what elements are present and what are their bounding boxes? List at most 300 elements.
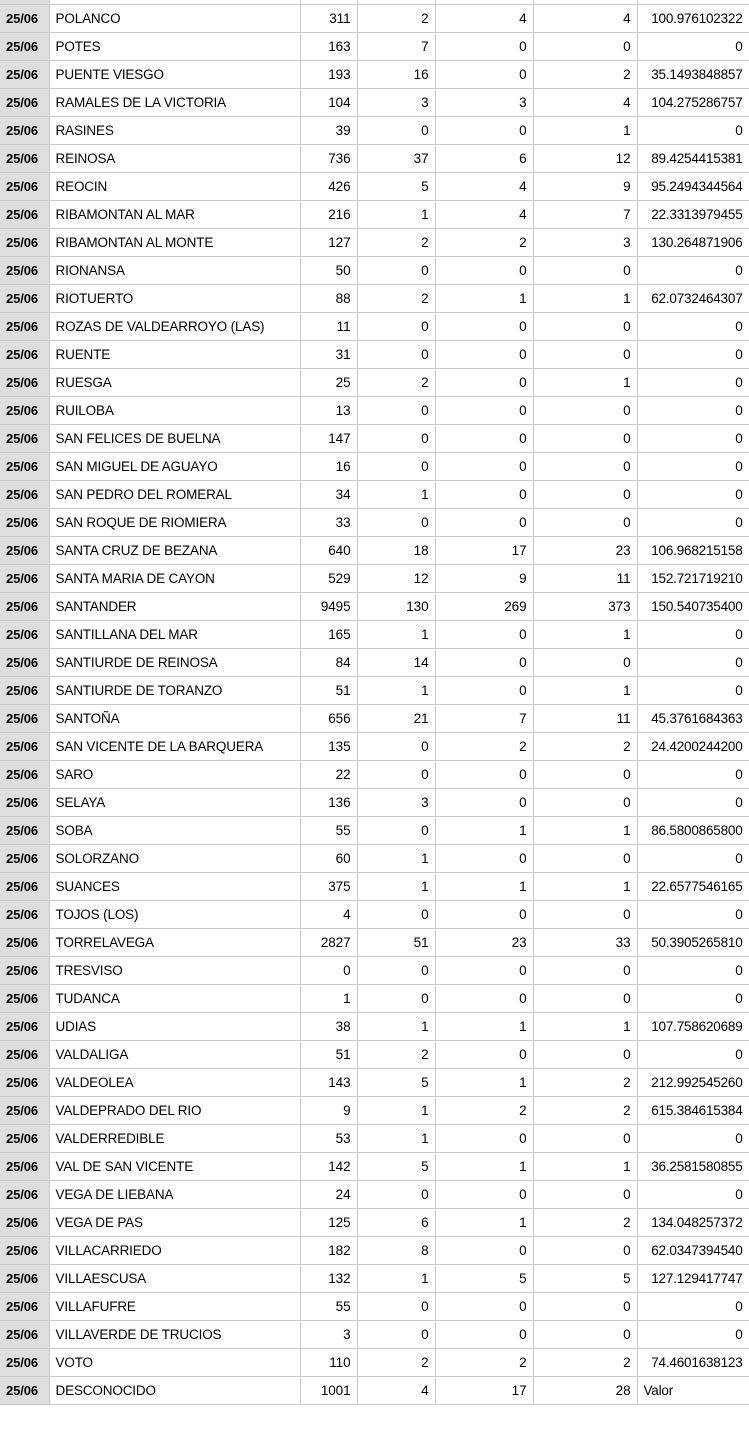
- cell-municipality-name[interactable]: TOJOS (LOS): [49, 901, 300, 929]
- cell-v5[interactable]: 127.129417747: [637, 1265, 749, 1293]
- table-row[interactable]: [0, 705, 749, 733]
- cell-date[interactable]: 25/06: [0, 1153, 49, 1181]
- cell-v2[interactable]: 2: [357, 229, 435, 257]
- cell-v5[interactable]: 0: [637, 789, 749, 817]
- cell-date[interactable]: 25/06: [0, 33, 49, 61]
- cell-v2[interactable]: 0: [357, 817, 435, 845]
- table-row[interactable]: [0, 5, 749, 33]
- cell-v4[interactable]: 4: [533, 5, 637, 33]
- cell-v1[interactable]: 426: [300, 173, 357, 201]
- cell-v1[interactable]: 375: [300, 873, 357, 901]
- table-row[interactable]: [0, 1069, 749, 1097]
- cell-v3[interactable]: 0: [435, 425, 533, 453]
- cell-date[interactable]: 25/06: [0, 257, 49, 285]
- cell-v5[interactable]: 0: [637, 369, 749, 397]
- table-row[interactable]: [0, 1237, 749, 1265]
- cell-v5[interactable]: 0: [637, 397, 749, 425]
- cell-municipality-name[interactable]: RIONANSA: [49, 257, 300, 285]
- cell-v5[interactable]: 0: [637, 649, 749, 677]
- cell-v5[interactable]: 0: [637, 453, 749, 481]
- cell-v4[interactable]: 0: [533, 481, 637, 509]
- cell-date[interactable]: 25/06: [0, 1237, 49, 1265]
- cell-v5[interactable]: 0: [637, 1041, 749, 1069]
- table-row[interactable]: [0, 593, 749, 621]
- table-row[interactable]: [0, 1265, 749, 1293]
- cell-v3[interactable]: 4: [435, 173, 533, 201]
- cell-date[interactable]: 25/06: [0, 1013, 49, 1041]
- cell-v3[interactable]: 0: [435, 1293, 533, 1321]
- cell-v1[interactable]: 9495: [300, 593, 357, 621]
- cell-v5[interactable]: 100.976102322: [637, 5, 749, 33]
- cell-v5[interactable]: 0: [637, 901, 749, 929]
- cell-municipality-name[interactable]: SAN MIGUEL DE AGUAYO: [49, 453, 300, 481]
- cell-v1[interactable]: 1001: [300, 1377, 357, 1405]
- cell-v3[interactable]: 4: [435, 201, 533, 229]
- cell-date[interactable]: 25/06: [0, 677, 49, 705]
- cell-v2[interactable]: 0: [357, 957, 435, 985]
- cell-v1[interactable]: 216: [300, 201, 357, 229]
- table-row[interactable]: [0, 733, 749, 761]
- cell-v1[interactable]: 9: [300, 1097, 357, 1125]
- cell-v5[interactable]: 95.2494344564: [637, 173, 749, 201]
- cell-v3[interactable]: 1: [435, 1013, 533, 1041]
- table-row[interactable]: [0, 173, 749, 201]
- cell-v2[interactable]: 0: [357, 453, 435, 481]
- cell-v1[interactable]: 0: [300, 957, 357, 985]
- cell-municipality-name[interactable]: RAMALES DE LA VICTORIA: [49, 89, 300, 117]
- cell-date[interactable]: 25/06: [0, 117, 49, 145]
- cell-v3[interactable]: 2: [435, 1349, 533, 1377]
- cell-v2[interactable]: 0: [357, 985, 435, 1013]
- cell-v5[interactable]: 0: [637, 1125, 749, 1153]
- cell-v4[interactable]: 0: [533, 509, 637, 537]
- cell-v2[interactable]: 130: [357, 593, 435, 621]
- table-row[interactable]: [0, 397, 749, 425]
- cell-municipality-name[interactable]: TRESVISO: [49, 957, 300, 985]
- cell-v2[interactable]: 5: [357, 173, 435, 201]
- cell-date[interactable]: 25/06: [0, 593, 49, 621]
- cell-municipality-name[interactable]: RIBAMONTAN AL MAR: [49, 201, 300, 229]
- cell-date[interactable]: 25/06: [0, 453, 49, 481]
- table-row[interactable]: [0, 229, 749, 257]
- cell-v3[interactable]: 0: [435, 957, 533, 985]
- table-row[interactable]: [0, 1377, 749, 1405]
- cell-v1[interactable]: 2827: [300, 929, 357, 957]
- cell-v3[interactable]: 0: [435, 677, 533, 705]
- cell-v1[interactable]: 4: [300, 901, 357, 929]
- cell-v3[interactable]: 2: [435, 229, 533, 257]
- cell-municipality-name[interactable]: SELAYA: [49, 789, 300, 817]
- cell-v3[interactable]: 1: [435, 1153, 533, 1181]
- cell-v2[interactable]: 5: [357, 1069, 435, 1097]
- cell-v5[interactable]: 62.0732464307: [637, 285, 749, 313]
- table-row[interactable]: [0, 369, 749, 397]
- cell-v5[interactable]: 74.4601638123: [637, 1349, 749, 1377]
- cell-v2[interactable]: 1: [357, 1097, 435, 1125]
- cell-v3[interactable]: 0: [435, 341, 533, 369]
- cell-municipality-name[interactable]: VALDERREDIBLE: [49, 1125, 300, 1153]
- cell-v4[interactable]: 0: [533, 985, 637, 1013]
- cell-v2[interactable]: 0: [357, 257, 435, 285]
- cell-date[interactable]: 25/06: [0, 1293, 49, 1321]
- cell-v4[interactable]: 2: [533, 1097, 637, 1125]
- table-row[interactable]: [0, 789, 749, 817]
- cell-municipality-name[interactable]: VEGA DE PAS: [49, 1209, 300, 1237]
- cell-v1[interactable]: 736: [300, 145, 357, 173]
- cell-date[interactable]: 25/06: [0, 537, 49, 565]
- cell-v4[interactable]: 1: [533, 117, 637, 145]
- cell-v4[interactable]: 0: [533, 257, 637, 285]
- cell-v1[interactable]: 31: [300, 341, 357, 369]
- cell-v4[interactable]: 0: [533, 761, 637, 789]
- cell-v1[interactable]: 640: [300, 537, 357, 565]
- cell-v3[interactable]: 1: [435, 1209, 533, 1237]
- table-row[interactable]: [0, 1349, 749, 1377]
- cell-date[interactable]: 25/06: [0, 145, 49, 173]
- cell-v4[interactable]: 0: [533, 313, 637, 341]
- cell-municipality-name[interactable]: RUILOBA: [49, 397, 300, 425]
- cell-v3[interactable]: 2: [435, 733, 533, 761]
- cell-v2[interactable]: 4: [357, 1377, 435, 1405]
- cell-v2[interactable]: 0: [357, 509, 435, 537]
- cell-date[interactable]: 25/06: [0, 985, 49, 1013]
- cell-v3[interactable]: 269: [435, 593, 533, 621]
- table-row[interactable]: [0, 117, 749, 145]
- cell-v5[interactable]: 22.6577546165: [637, 873, 749, 901]
- table-row[interactable]: [0, 1153, 749, 1181]
- table-row[interactable]: [0, 61, 749, 89]
- cell-municipality-name[interactable]: VILLACARRIEDO: [49, 1237, 300, 1265]
- table-row[interactable]: [0, 509, 749, 537]
- cell-v4[interactable]: 28: [533, 1377, 637, 1405]
- cell-date[interactable]: 25/06: [0, 481, 49, 509]
- cell-v3[interactable]: 4: [435, 5, 533, 33]
- cell-date[interactable]: 25/06: [0, 621, 49, 649]
- table-row[interactable]: [0, 1293, 749, 1321]
- cell-date[interactable]: 25/06: [0, 733, 49, 761]
- cell-v1[interactable]: 24: [300, 1181, 357, 1209]
- cell-v5[interactable]: 130.264871906: [637, 229, 749, 257]
- cell-date[interactable]: 25/06: [0, 957, 49, 985]
- cell-v3[interactable]: 7: [435, 705, 533, 733]
- cell-date[interactable]: 25/06: [0, 1069, 49, 1097]
- cell-v5[interactable]: 0: [637, 509, 749, 537]
- cell-date[interactable]: 25/06: [0, 1377, 49, 1405]
- cell-municipality-name[interactable]: RASINES: [49, 117, 300, 145]
- cell-v2[interactable]: 2: [357, 285, 435, 313]
- table-row[interactable]: [0, 201, 749, 229]
- cell-v2[interactable]: 6: [357, 1209, 435, 1237]
- cell-v1[interactable]: 127: [300, 229, 357, 257]
- cell-v2[interactable]: 8: [357, 1237, 435, 1265]
- cell-date[interactable]: 25/06: [0, 649, 49, 677]
- cell-v1[interactable]: 88: [300, 285, 357, 313]
- cell-date[interactable]: 25/06: [0, 61, 49, 89]
- cell-v4[interactable]: 2: [533, 733, 637, 761]
- cell-v3[interactable]: 0: [435, 61, 533, 89]
- cell-v5[interactable]: 35.1493848857: [637, 61, 749, 89]
- table-row[interactable]: [0, 313, 749, 341]
- cell-v4[interactable]: 1: [533, 1153, 637, 1181]
- cell-v5[interactable]: 0: [637, 341, 749, 369]
- cell-date[interactable]: 25/06: [0, 1097, 49, 1125]
- cell-municipality-name[interactable]: DESCONOCIDO: [49, 1377, 300, 1405]
- cell-v2[interactable]: 1: [357, 677, 435, 705]
- cell-v1[interactable]: 3: [300, 1321, 357, 1349]
- cell-municipality-name[interactable]: SANTANDER: [49, 593, 300, 621]
- cell-v5[interactable]: 0: [637, 621, 749, 649]
- cell-v1[interactable]: 143: [300, 1069, 357, 1097]
- cell-municipality-name[interactable]: POTES: [49, 33, 300, 61]
- cell-municipality-name[interactable]: SAN VICENTE DE LA BARQUERA: [49, 733, 300, 761]
- table-row[interactable]: [0, 481, 749, 509]
- cell-v4[interactable]: 1: [533, 817, 637, 845]
- cell-date[interactable]: 25/06: [0, 705, 49, 733]
- cell-date[interactable]: 25/06: [0, 565, 49, 593]
- cell-v2[interactable]: 2: [357, 1349, 435, 1377]
- table-row[interactable]: [0, 89, 749, 117]
- cell-v3[interactable]: 0: [435, 481, 533, 509]
- cell-v2[interactable]: 1: [357, 1013, 435, 1041]
- cell-municipality-name[interactable]: SAN ROQUE DE RIOMIERA: [49, 509, 300, 537]
- cell-municipality-name[interactable]: SANTOÑA: [49, 705, 300, 733]
- cell-v2[interactable]: 2: [357, 5, 435, 33]
- cell-municipality-name[interactable]: VALDALIGA: [49, 1041, 300, 1069]
- cell-v5[interactable]: 0: [637, 677, 749, 705]
- cell-v3[interactable]: 0: [435, 369, 533, 397]
- cell-v5[interactable]: 152.721719210: [637, 565, 749, 593]
- cell-v1[interactable]: 104: [300, 89, 357, 117]
- cell-v4[interactable]: 0: [533, 453, 637, 481]
- cell-v5[interactable]: 615.384615384: [637, 1097, 749, 1125]
- cell-date[interactable]: 25/06: [0, 89, 49, 117]
- cell-municipality-name[interactable]: RUENTE: [49, 341, 300, 369]
- cell-v4[interactable]: 11: [533, 565, 637, 593]
- cell-v4[interactable]: 1: [533, 621, 637, 649]
- cell-v2[interactable]: 0: [357, 1293, 435, 1321]
- cell-v4[interactable]: 0: [533, 341, 637, 369]
- cell-v4[interactable]: 0: [533, 845, 637, 873]
- cell-municipality-name[interactable]: REINOSA: [49, 145, 300, 173]
- cell-municipality-name[interactable]: VILLAESCUSA: [49, 1265, 300, 1293]
- cell-v3[interactable]: 0: [435, 313, 533, 341]
- cell-v5[interactable]: 150.540735400: [637, 593, 749, 621]
- table-row[interactable]: [0, 761, 749, 789]
- cell-date[interactable]: 25/06: [0, 397, 49, 425]
- cell-v4[interactable]: 11: [533, 705, 637, 733]
- cell-v1[interactable]: 656: [300, 705, 357, 733]
- cell-municipality-name[interactable]: REOCIN: [49, 173, 300, 201]
- cell-v5[interactable]: 50.3905265810: [637, 929, 749, 957]
- cell-v4[interactable]: 1: [533, 285, 637, 313]
- cell-v2[interactable]: 1: [357, 1125, 435, 1153]
- cell-v2[interactable]: 12: [357, 565, 435, 593]
- cell-v5[interactable]: 212.992545260: [637, 1069, 749, 1097]
- cell-v2[interactable]: 2: [357, 1041, 435, 1069]
- cell-v5[interactable]: 89.4254415381: [637, 145, 749, 173]
- cell-v5[interactable]: 36.2581580855: [637, 1153, 749, 1181]
- cell-municipality-name[interactable]: ROZAS DE VALDEARROYO (LAS): [49, 313, 300, 341]
- cell-v3[interactable]: 0: [435, 1237, 533, 1265]
- cell-date[interactable]: 25/06: [0, 901, 49, 929]
- cell-v1[interactable]: 132: [300, 1265, 357, 1293]
- cell-date[interactable]: 25/06: [0, 845, 49, 873]
- cell-v2[interactable]: 0: [357, 901, 435, 929]
- cell-date[interactable]: 25/06: [0, 1321, 49, 1349]
- cell-v3[interactable]: 0: [435, 1321, 533, 1349]
- cell-v4[interactable]: 1: [533, 873, 637, 901]
- cell-v1[interactable]: 34: [300, 481, 357, 509]
- cell-v3[interactable]: 17: [435, 537, 533, 565]
- table-row[interactable]: [0, 621, 749, 649]
- cell-v3[interactable]: 23: [435, 929, 533, 957]
- cell-v5[interactable]: 86.5800865800: [637, 817, 749, 845]
- cell-v4[interactable]: 0: [533, 1293, 637, 1321]
- cell-v2[interactable]: 0: [357, 733, 435, 761]
- cell-v4[interactable]: 2: [533, 61, 637, 89]
- cell-v5[interactable]: 0: [637, 985, 749, 1013]
- cell-v4[interactable]: 0: [533, 33, 637, 61]
- cell-v3[interactable]: 0: [435, 1181, 533, 1209]
- table-row[interactable]: [0, 341, 749, 369]
- table-row[interactable]: [0, 845, 749, 873]
- cell-v1[interactable]: 25: [300, 369, 357, 397]
- table-row[interactable]: [0, 565, 749, 593]
- cell-v3[interactable]: 9: [435, 565, 533, 593]
- cell-v3[interactable]: 0: [435, 509, 533, 537]
- cell-v1[interactable]: 13: [300, 397, 357, 425]
- cell-v5[interactable]: 0: [637, 761, 749, 789]
- cell-v2[interactable]: 0: [357, 313, 435, 341]
- cell-v1[interactable]: 22: [300, 761, 357, 789]
- cell-v5[interactable]: 22.3313979455: [637, 201, 749, 229]
- table-row[interactable]: [0, 537, 749, 565]
- cell-v4[interactable]: 2: [533, 1069, 637, 1097]
- cell-v1[interactable]: 55: [300, 817, 357, 845]
- cell-municipality-name[interactable]: RIOTUERTO: [49, 285, 300, 313]
- cell-v5[interactable]: Valor: [637, 1377, 749, 1405]
- cell-v4[interactable]: 0: [533, 1237, 637, 1265]
- cell-v4[interactable]: 2: [533, 1349, 637, 1377]
- cell-v1[interactable]: 11: [300, 313, 357, 341]
- cell-v4[interactable]: 5: [533, 1265, 637, 1293]
- cell-v3[interactable]: 0: [435, 845, 533, 873]
- cell-v5[interactable]: 0: [637, 33, 749, 61]
- cell-municipality-name[interactable]: SOLORZANO: [49, 845, 300, 873]
- cell-v5[interactable]: 0: [637, 425, 749, 453]
- cell-v2[interactable]: 0: [357, 397, 435, 425]
- cell-v3[interactable]: 0: [435, 761, 533, 789]
- table-row[interactable]: [0, 873, 749, 901]
- cell-v4[interactable]: 7: [533, 201, 637, 229]
- table-row[interactable]: [0, 257, 749, 285]
- cell-v4[interactable]: 0: [533, 649, 637, 677]
- table-row[interactable]: [0, 1013, 749, 1041]
- cell-municipality-name[interactable]: UDIAS: [49, 1013, 300, 1041]
- cell-municipality-name[interactable]: SANTA CRUZ DE BEZANA: [49, 537, 300, 565]
- cell-v1[interactable]: 33: [300, 509, 357, 537]
- cell-v1[interactable]: 142: [300, 1153, 357, 1181]
- table-row[interactable]: [0, 453, 749, 481]
- cell-v4[interactable]: 0: [533, 1125, 637, 1153]
- cell-v3[interactable]: 1: [435, 1069, 533, 1097]
- cell-v3[interactable]: 0: [435, 621, 533, 649]
- cell-municipality-name[interactable]: RIBAMONTAN AL MONTE: [49, 229, 300, 257]
- cell-v2[interactable]: 0: [357, 761, 435, 789]
- cell-date[interactable]: 25/06: [0, 1349, 49, 1377]
- cell-v2[interactable]: 5: [357, 1153, 435, 1181]
- cell-municipality-name[interactable]: SUANCES: [49, 873, 300, 901]
- cell-municipality-name[interactable]: SANTA MARIA DE CAYON: [49, 565, 300, 593]
- cell-date[interactable]: 25/06: [0, 509, 49, 537]
- cell-v2[interactable]: 16: [357, 61, 435, 89]
- cell-v5[interactable]: 0: [637, 1181, 749, 1209]
- cell-v1[interactable]: 163: [300, 33, 357, 61]
- cell-date[interactable]: 25/06: [0, 929, 49, 957]
- cell-v2[interactable]: 37: [357, 145, 435, 173]
- cell-municipality-name[interactable]: SAN PEDRO DEL ROMERAL: [49, 481, 300, 509]
- cell-v1[interactable]: 193: [300, 61, 357, 89]
- cell-municipality-name[interactable]: POLANCO: [49, 5, 300, 33]
- cell-v2[interactable]: 1: [357, 201, 435, 229]
- cell-v4[interactable]: 0: [533, 1321, 637, 1349]
- cell-v4[interactable]: 0: [533, 425, 637, 453]
- cell-v2[interactable]: 0: [357, 425, 435, 453]
- cell-v4[interactable]: 1: [533, 677, 637, 705]
- cell-v4[interactable]: 373: [533, 593, 637, 621]
- table-row[interactable]: [0, 1181, 749, 1209]
- cell-v2[interactable]: 0: [357, 1181, 435, 1209]
- cell-date[interactable]: 25/06: [0, 5, 49, 33]
- cell-v4[interactable]: 33: [533, 929, 637, 957]
- cell-v1[interactable]: 84: [300, 649, 357, 677]
- cell-v5[interactable]: 107.758620689: [637, 1013, 749, 1041]
- cell-v2[interactable]: 3: [357, 89, 435, 117]
- cell-v2[interactable]: 1: [357, 845, 435, 873]
- cell-v4[interactable]: 0: [533, 397, 637, 425]
- cell-v2[interactable]: 1: [357, 621, 435, 649]
- cell-v1[interactable]: 529: [300, 565, 357, 593]
- cell-v2[interactable]: 21: [357, 705, 435, 733]
- cell-v4[interactable]: 12: [533, 145, 637, 173]
- cell-v5[interactable]: 0: [637, 481, 749, 509]
- cell-v1[interactable]: 1: [300, 985, 357, 1013]
- cell-date[interactable]: 25/06: [0, 761, 49, 789]
- cell-v1[interactable]: 311: [300, 5, 357, 33]
- cell-date[interactable]: 25/06: [0, 789, 49, 817]
- cell-v5[interactable]: 0: [637, 257, 749, 285]
- table-row[interactable]: [0, 145, 749, 173]
- cell-v2[interactable]: 7: [357, 33, 435, 61]
- cell-v1[interactable]: 125: [300, 1209, 357, 1237]
- cell-v2[interactable]: 0: [357, 117, 435, 145]
- cell-v4[interactable]: 0: [533, 789, 637, 817]
- table-row[interactable]: [0, 1097, 749, 1125]
- cell-v3[interactable]: 0: [435, 117, 533, 145]
- cell-v1[interactable]: 51: [300, 1041, 357, 1069]
- cell-municipality-name[interactable]: VALDEPRADO DEL RIO: [49, 1097, 300, 1125]
- cell-municipality-name[interactable]: SARO: [49, 761, 300, 789]
- table-row[interactable]: [0, 985, 749, 1013]
- cell-v1[interactable]: 39: [300, 117, 357, 145]
- cell-municipality-name[interactable]: VAL DE SAN VICENTE: [49, 1153, 300, 1181]
- cell-date[interactable]: 25/06: [0, 369, 49, 397]
- cell-date[interactable]: 25/06: [0, 1125, 49, 1153]
- cell-v1[interactable]: 136: [300, 789, 357, 817]
- cell-v5[interactable]: 0: [637, 1321, 749, 1349]
- cell-v5[interactable]: 0: [637, 1293, 749, 1321]
- cell-v2[interactable]: 1: [357, 1265, 435, 1293]
